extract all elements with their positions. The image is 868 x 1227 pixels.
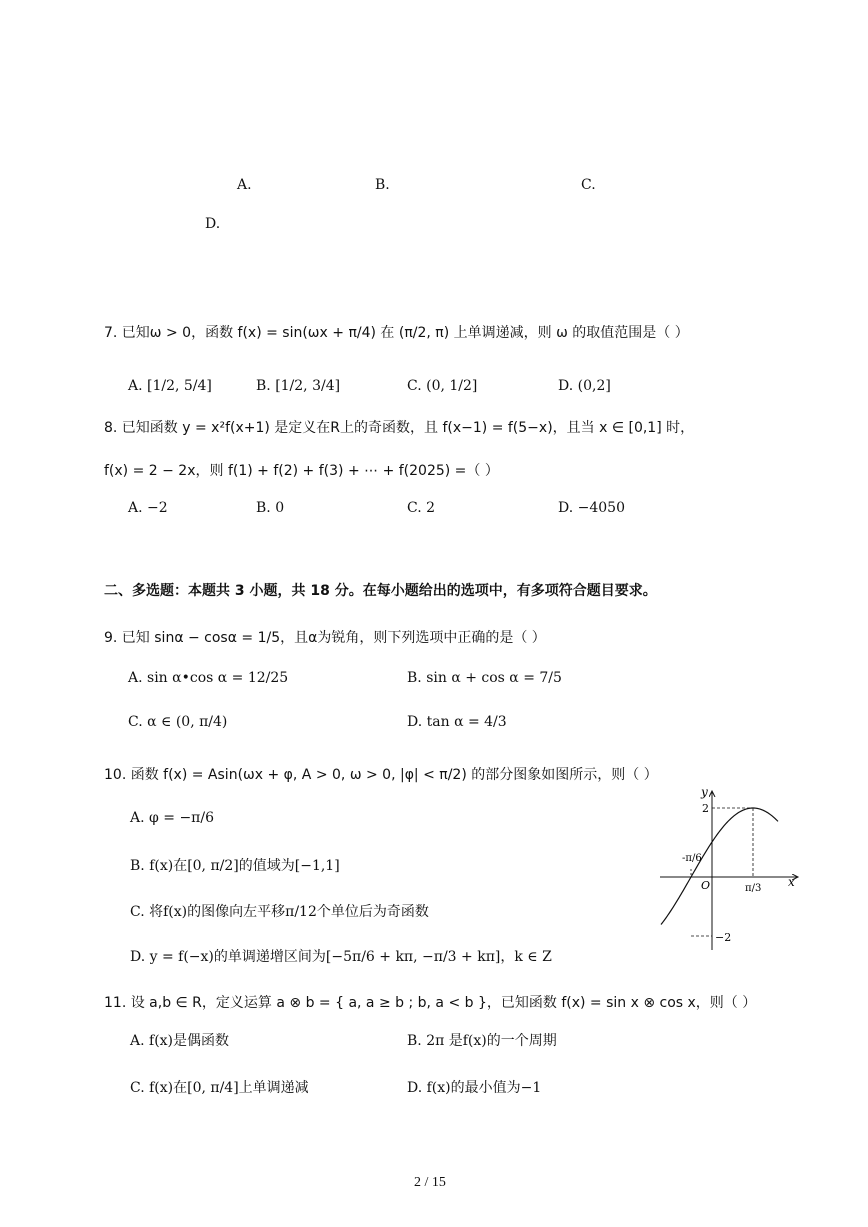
question-9-option-d: D. tan α = 4/3 — [407, 714, 507, 730]
section-2-heading: 二、多选题：本题共 3 小题，共 18 分。在每小题给出的选项中，有多项符合题目要求。 — [104, 583, 657, 599]
prev-option-b: B. — [375, 177, 390, 193]
question-8-option-c: C. 2 — [407, 500, 436, 516]
question-11-option-c: C. f(x)在[0, π/4]上单调递减 — [130, 1080, 309, 1096]
question-7-option-d: D. (0,2] — [558, 378, 611, 394]
question-8-option-d: D. −4050 — [558, 500, 625, 516]
prev-option-d: D. — [205, 216, 221, 232]
question-11-option-d: D. f(x)的最小值为−1 — [407, 1080, 542, 1096]
x-axis-label: x — [788, 875, 795, 889]
question-10-option-a: A. φ = −π/6 — [130, 810, 214, 826]
question-9-option-b: B. sin α + cos α = 7/5 — [407, 670, 562, 686]
x-left-label: -π/6 — [682, 853, 702, 864]
question-7-option-c: C. (0, 1/2] — [407, 378, 478, 394]
question-7-stem: 7. 已知ω > 0，函数 f(x) = sin(ωx + π/4) 在 (π/2, π) 上单调递减，则 ω 的取值范围是（ ） — [104, 325, 689, 341]
y-max-label: 2 — [702, 802, 709, 815]
prev-option-a: A. — [237, 177, 252, 193]
question-8-option-b: B. 0 — [256, 500, 285, 516]
question-8-option-a: A. −2 — [128, 500, 168, 516]
question-10-stem: 10. 函数 f(x) = Asin(ωx + φ, A > 0, ω > 0, |φ| < π/2) 的部分图象如图所示，则（ ） — [104, 767, 658, 783]
question-10-graph — [655, 785, 805, 955]
sine-curve — [661, 808, 778, 925]
prev-option-c: C. — [581, 177, 596, 193]
question-9-stem: 9. 已知 sinα − cosα = 1/5，且α为锐角，则下列选项中正确的是（ ） — [104, 630, 546, 646]
question-11-stem: 11. 设 a,b ∈ R，定义运算 a ⊗ b = { a, a ≥ b ; b, a < b }，已知函数 f(x) = sin x ⊗ cos x，则（ ） — [104, 995, 757, 1011]
question-10-option-c: C. 将f(x)的图像向左平移π/12个单位后为奇函数 — [130, 904, 429, 920]
question-9-option-c: C. α ∈ (0, π/4) — [128, 714, 228, 730]
question-8-stem: 8. 已知函数 y = x²f(x+1) 是定义在R上的奇函数，且 f(x−1) = f(5−x)，且当 x ∈ [0,1] 时， — [104, 420, 695, 436]
question-9-option-a: A. sin α•cos α = 12/25 — [128, 670, 289, 686]
question-10-option-b: B. f(x)在[0, π/2]的值域为[−1,1] — [130, 858, 340, 874]
question-8-stem-line2: f(x) = 2 − 2x，则 f(1) + f(2) + f(3) + ⋯ + f(2025) =（ ） — [104, 463, 499, 479]
question-11-option-a: A. f(x)是偶函数 — [130, 1033, 230, 1049]
y-min-label: −2 — [715, 931, 732, 944]
y-axis-label: y — [701, 785, 708, 799]
question-10-option-d: D. y = f(−x)的单调递增区间为[−5π/6 + kπ, −π/3 + kπ]，k ∈ Z — [130, 949, 552, 965]
x-right-label: π/3 — [745, 883, 762, 894]
question-7-option-a: A. [1/2, 5/4] — [128, 378, 212, 394]
question-7-option-b: B. [1/2, 3/4] — [256, 378, 341, 394]
question-11-option-b: B. 2π 是f(x)的一个周期 — [407, 1033, 557, 1049]
origin-label: O — [701, 879, 711, 892]
page-number: 2 / 15 — [414, 1175, 446, 1190]
